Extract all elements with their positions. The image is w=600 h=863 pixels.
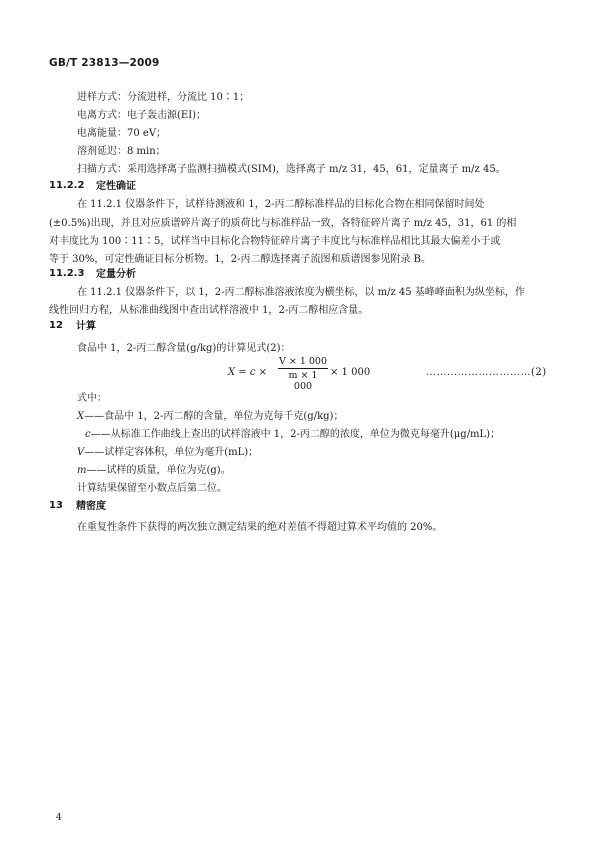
qualitative-paragraph-line: (±0.5%)出现，并且对应质谱碎片离子的质荷比与标准样品一致，各特征碎片离子 m/z 45，31，61 的相 [49,218,517,229]
definition-x [77,410,343,424]
calculation-intro: 食品中 1，2-丙二醇含量(g/kg)的计算见式(2)： [77,343,291,354]
formula-denominator: m × 1 000 [288,370,318,392]
injection-mode-line: 进样方式：分流进样，分流比 10∶1； [77,92,250,103]
quantitative-paragraph-line: 线性回归方程，从标准曲线图中查出试样溶液中 1，2-丙二醇相应含量。 [49,305,369,316]
qualitative-paragraph-line: 在 11.2.1 仪器条件下，试样待测液和 1，2-丙二醇标准样品的目标化合物在相同保留时间处 [77,199,485,210]
rounding-note: 计算结果保留至小数点后第二位。 [77,483,227,494]
formula-lhs: X = c × [228,367,268,378]
ionization-mode-line: 电离方式：电子轰击源(EI)； [77,110,207,121]
page-number: 4 [56,813,62,823]
standard-code-header: GB/T 23813—2009 [49,57,160,69]
precision-paragraph: 在重复性条件下获得的两次独立测定结果的绝对差值不得超过算术平均值的 20%。 [77,522,443,533]
definition-c [85,428,500,442]
formula-multiplier: × 1 000 [330,367,371,378]
section-11-2-2-title: 定性确证 [96,181,136,192]
section-13-number: 13 [49,500,63,511]
where-label: 式中： [77,393,107,404]
definition-text: ——试样定容体积，单位为毫升(mL)； [84,447,259,458]
symbol: V [77,447,85,458]
definition-text: ——试样的质量，单位为克(g)。 [86,465,231,476]
qualitative-paragraph-line: 对丰度比为 100∶11∶5，试样当中目标化合物特征碎片离子丰度比与标准样品相比其最大偏差小于或 [49,236,501,247]
section-11-2-3-title: 定量分析 [96,269,136,280]
equation-number: …………………………(2) [426,367,547,378]
section-13-title: 精密度 [76,501,106,512]
symbol: c [85,429,91,440]
symbol: m [77,465,87,476]
section-12-number: 12 [49,320,63,331]
section-11-2-3-number: 11.2.3 [49,268,85,279]
content-formula [228,356,548,396]
symbol: X [77,411,85,422]
definition-v [77,446,258,460]
definition-text: ——食品中 1，2-丙二醇的含量，单位为克每千克(g/kg)； [84,411,344,422]
quantitative-paragraph-line: 在 11.2.1 仪器条件下，以 1，2-丙二醇标准溶液浓度为横坐标，以 m/z 45 基峰峰面积为纵坐标，作 [77,287,525,298]
section-12-title: 计算 [76,321,96,332]
ionization-energy-line: 电离能量：70 eV； [77,128,167,139]
scan-mode-line: 扫描方式：采用选择离子监测扫描模式(SIM)，选择离子 m/z 31，45，61，定量离子 m/z 45。 [77,164,506,175]
definition-m [77,464,231,478]
solvent-delay-line: 溶剂延迟：8 min； [77,146,166,157]
fraction-bar [278,368,328,369]
formula-fraction [278,356,328,392]
definition-text: ——从标准工作曲线上查出的试样溶液中 1，2-丙二醇的浓度，单位为微克每毫升(μg/mL)； [90,429,501,440]
qualitative-paragraph-line: 等于 30%，可定性确证目标分析物。1，2-丙二醇选择离子流图和质谱图参见附录 B。 [49,254,432,265]
formula-numerator: V × 1 000 [278,356,328,367]
section-11-2-2-number: 11.2.2 [49,180,85,191]
